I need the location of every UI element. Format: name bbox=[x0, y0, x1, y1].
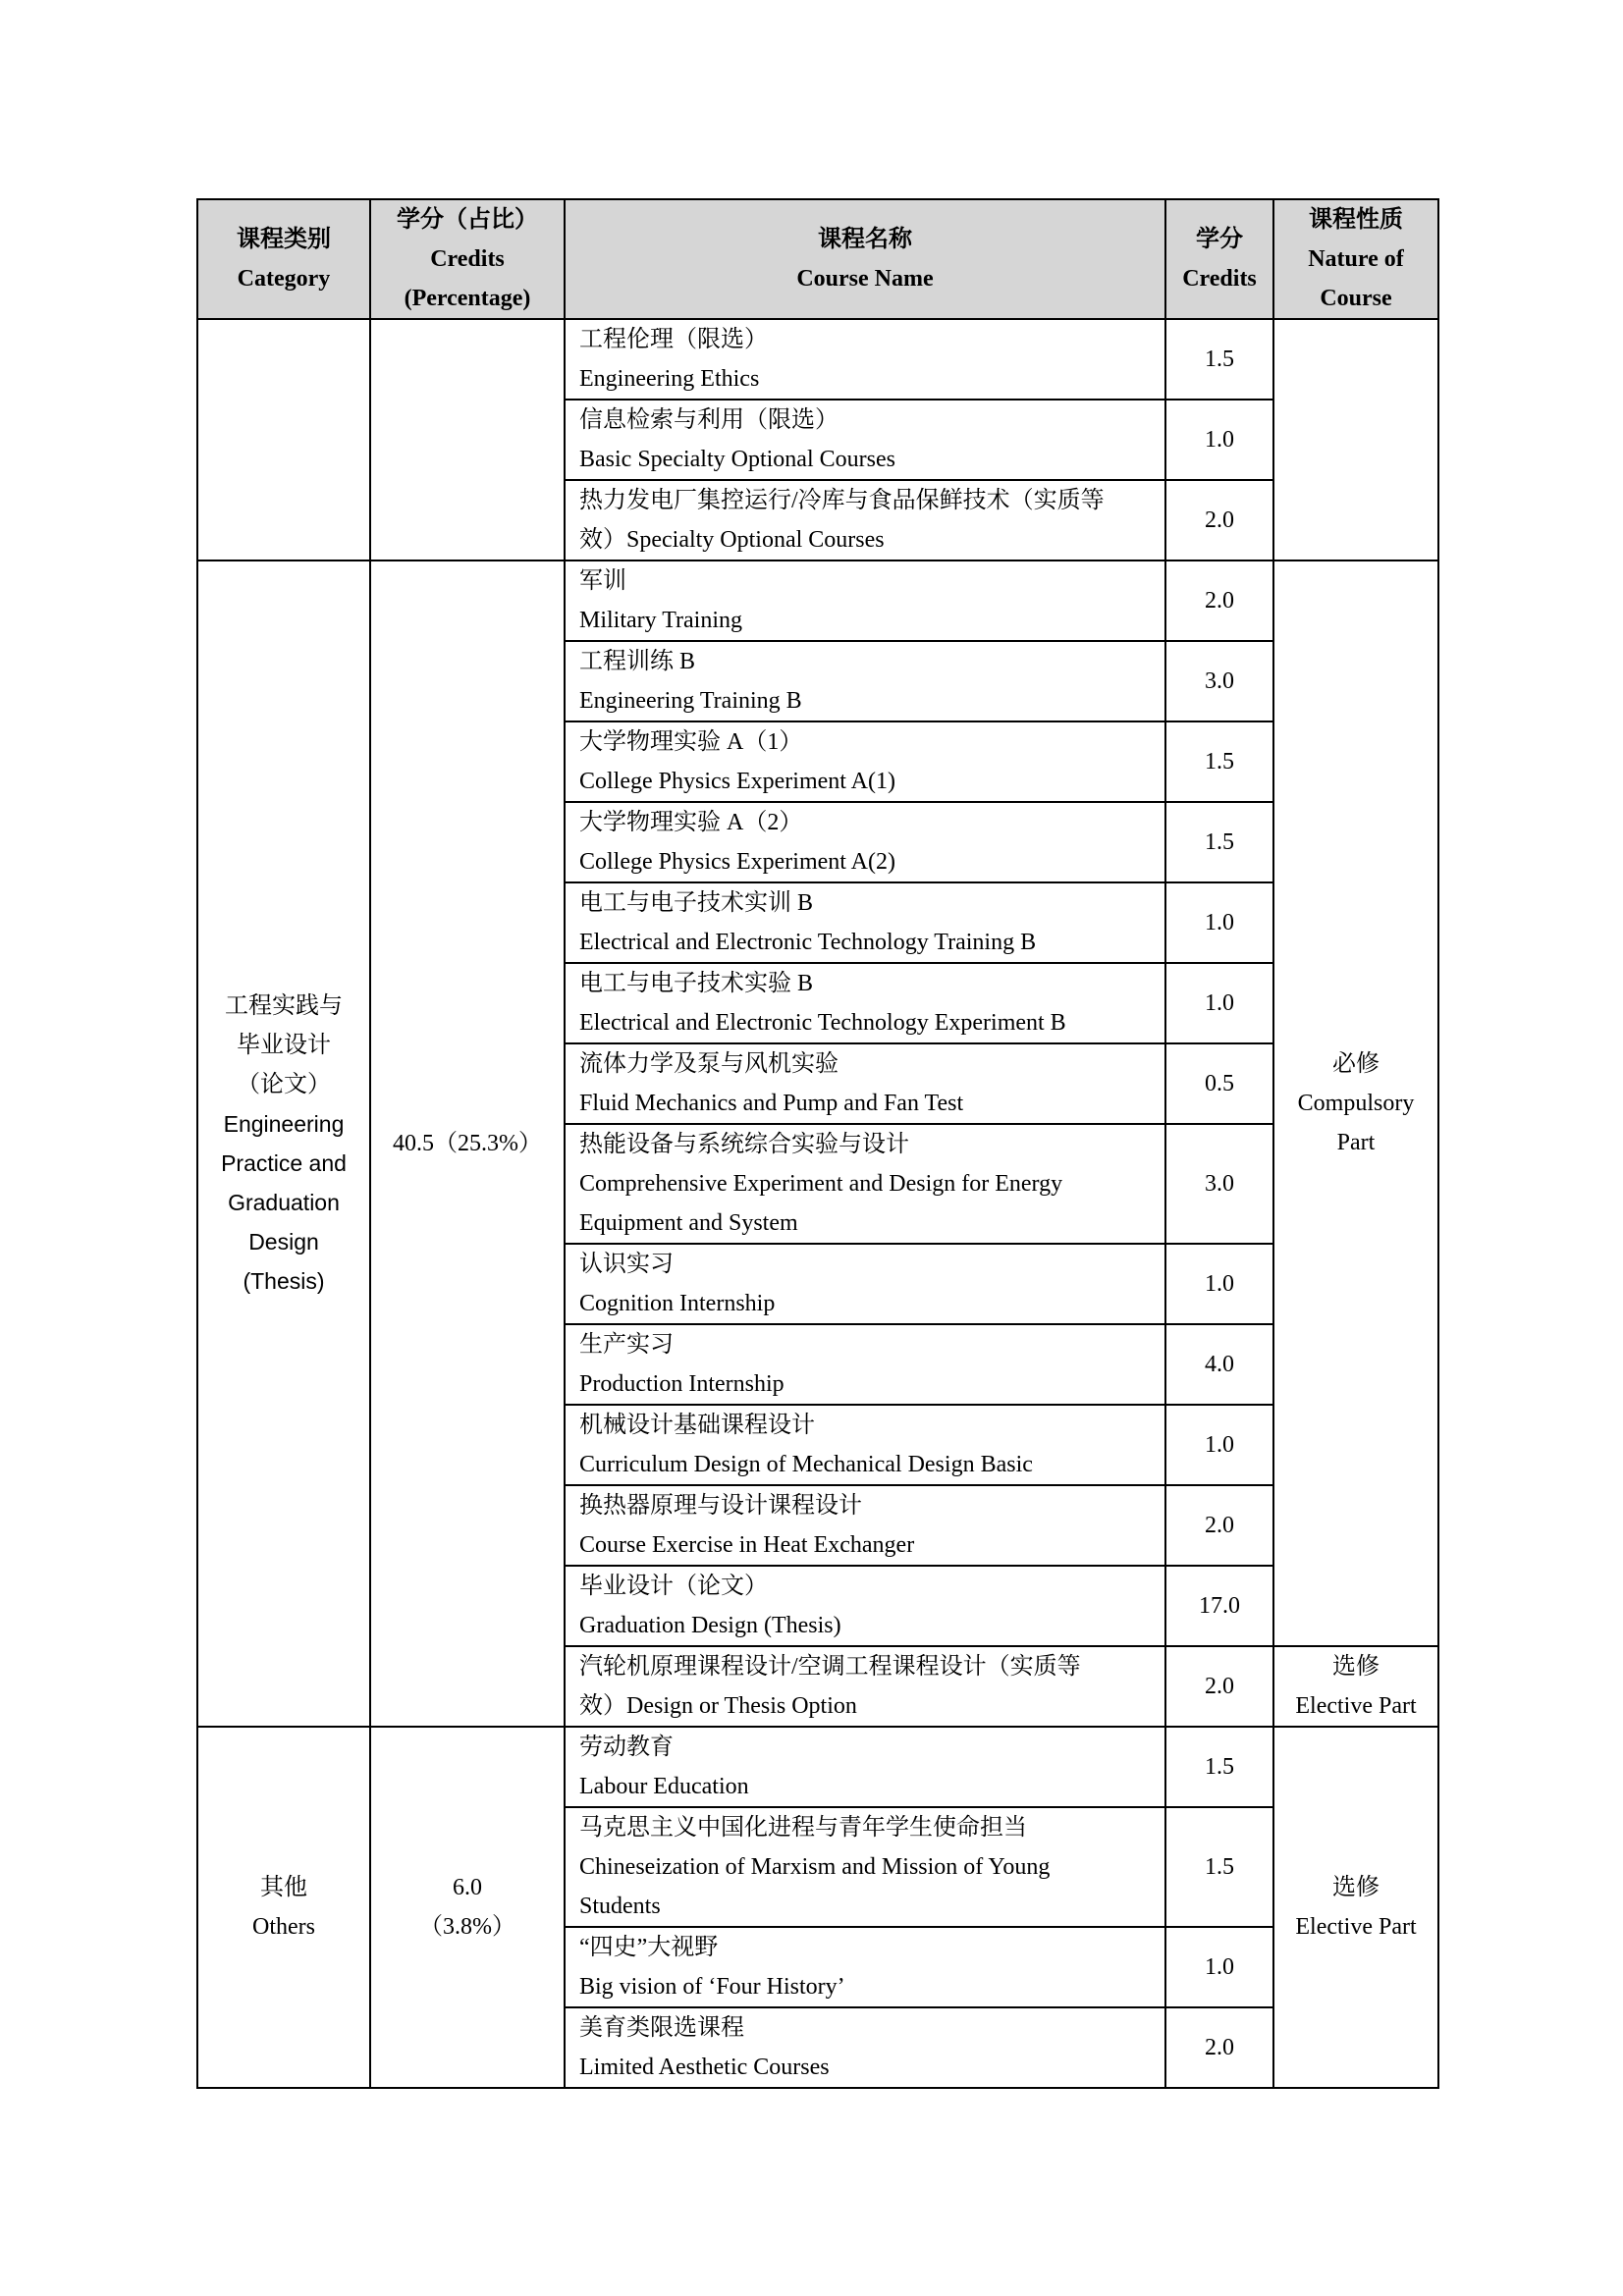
course-credits-cell: 1.0 bbox=[1165, 1244, 1273, 1324]
header-category: 课程类别 Category bbox=[197, 199, 370, 319]
course-credits-cell: 0.5 bbox=[1165, 1043, 1273, 1124]
credits-percentage-cell: 40.5（25.3%） bbox=[370, 561, 565, 1727]
course-name-cell: 电工与电子技术实验 B Electrical and Electronic Technology Experiment B bbox=[565, 963, 1165, 1043]
course-name-cell: 信息检索与利用（限选） Basic Specialty Optional Courses bbox=[565, 400, 1165, 480]
course-name-cell: 汽轮机原理课程设计/空调工程课程设计（实质等 效）Design or Thesis Option bbox=[565, 1646, 1165, 1727]
nature-cell: 选修 Elective Part bbox=[1273, 1727, 1438, 2088]
course-credits-cell: 3.0 bbox=[1165, 1124, 1273, 1244]
course-credits-cell: 4.0 bbox=[1165, 1324, 1273, 1405]
course-credits-cell: 1.5 bbox=[1165, 319, 1273, 400]
course-name-cell: 大学物理实验 A（2） College Physics Experiment A(2) bbox=[565, 802, 1165, 882]
course-credits-cell: 1.0 bbox=[1165, 400, 1273, 480]
course-credits-cell: 2.0 bbox=[1165, 2007, 1273, 2088]
course-name-cell: 工程训练 B Engineering Training B bbox=[565, 641, 1165, 721]
course-credits-cell: 1.5 bbox=[1165, 1807, 1273, 1927]
table-row bbox=[197, 561, 1438, 641]
course-credits-cell: 1.5 bbox=[1165, 1727, 1273, 1807]
course-credits-cell: 17.0 bbox=[1165, 1566, 1273, 1646]
course-credits-cell: 1.0 bbox=[1165, 1405, 1273, 1485]
curriculum-table bbox=[196, 198, 1439, 2089]
course-name-cell: 军训 Military Training bbox=[565, 561, 1165, 641]
table-row bbox=[197, 1727, 1438, 1807]
course-name-cell: 热力发电厂集控运行/冷库与食品保鲜技术（实质等 效）Specialty Optional Courses bbox=[565, 480, 1165, 561]
header-credits-percentage: 学分（占比） Credits (Percentage) bbox=[370, 199, 565, 319]
course-name-cell: 生产实习 Production Internship bbox=[565, 1324, 1165, 1405]
header-credits: 学分 Credits bbox=[1165, 199, 1273, 319]
course-credits-cell: 1.5 bbox=[1165, 802, 1273, 882]
nature-cell: 选修 Elective Part bbox=[1273, 1646, 1438, 1727]
table-row bbox=[197, 319, 1438, 400]
credits-percentage-cell: 6.0 （3.8%） bbox=[370, 1727, 565, 2088]
category-cell: 其他 Others bbox=[197, 1727, 370, 2088]
course-credits-cell: 3.0 bbox=[1165, 641, 1273, 721]
header-nature: 课程性质 Nature of Course bbox=[1273, 199, 1438, 319]
course-name-cell: “四史”大视野 Big vision of ‘Four History’ bbox=[565, 1927, 1165, 2007]
course-credits-cell: 2.0 bbox=[1165, 1646, 1273, 1727]
nature-cell: 必修 Compulsory Part bbox=[1273, 561, 1438, 1646]
header-row bbox=[197, 199, 1438, 319]
course-name-cell: 马克思主义中国化进程与青年学生使命担当 Chineseization of Marxism and Mission of Young Students bbox=[565, 1807, 1165, 1927]
course-name-cell: 工程伦理（限选） Engineering Ethics bbox=[565, 319, 1165, 400]
course-credits-cell: 2.0 bbox=[1165, 480, 1273, 561]
course-name-cell: 流体力学及泵与风机实验 Fluid Mechanics and Pump and Fan Test bbox=[565, 1043, 1165, 1124]
course-credits-cell: 1.0 bbox=[1165, 882, 1273, 963]
nature-cell bbox=[1273, 319, 1438, 561]
course-name-cell: 毕业设计（论文） Graduation Design (Thesis) bbox=[565, 1566, 1165, 1646]
course-name-cell: 机械设计基础课程设计 Curriculum Design of Mechanical Design Basic bbox=[565, 1405, 1165, 1485]
course-credits-cell: 2.0 bbox=[1165, 1485, 1273, 1566]
course-name-cell: 换热器原理与设计课程设计 Course Exercise in Heat Exchanger bbox=[565, 1485, 1165, 1566]
course-credits-cell: 1.0 bbox=[1165, 963, 1273, 1043]
course-name-cell: 电工与电子技术实训 B Electrical and Electronic Technology Training B bbox=[565, 882, 1165, 963]
course-credits-cell: 1.5 bbox=[1165, 721, 1273, 802]
category-cell: 工程实践与 毕业设计 （论文） Engineering Practice and Graduation Design (Thesis) bbox=[197, 561, 370, 1727]
course-name-cell: 大学物理实验 A（1） College Physics Experiment A(1) bbox=[565, 721, 1165, 802]
course-credits-cell: 2.0 bbox=[1165, 561, 1273, 641]
header-course-name: 课程名称 Course Name bbox=[565, 199, 1165, 319]
course-name-cell: 热能设备与系统综合实验与设计 Comprehensive Experiment and Design for Energy Equipment and System bbox=[565, 1124, 1165, 1244]
course-credits-cell: 1.0 bbox=[1165, 1927, 1273, 2007]
credits-percentage-cell bbox=[370, 319, 565, 561]
course-name-cell: 美育类限选课程 Limited Aesthetic Courses bbox=[565, 2007, 1165, 2088]
category-cell bbox=[197, 319, 370, 561]
course-name-cell: 劳动教育 Labour Education bbox=[565, 1727, 1165, 1807]
course-name-cell: 认识实习 Cognition Internship bbox=[565, 1244, 1165, 1324]
